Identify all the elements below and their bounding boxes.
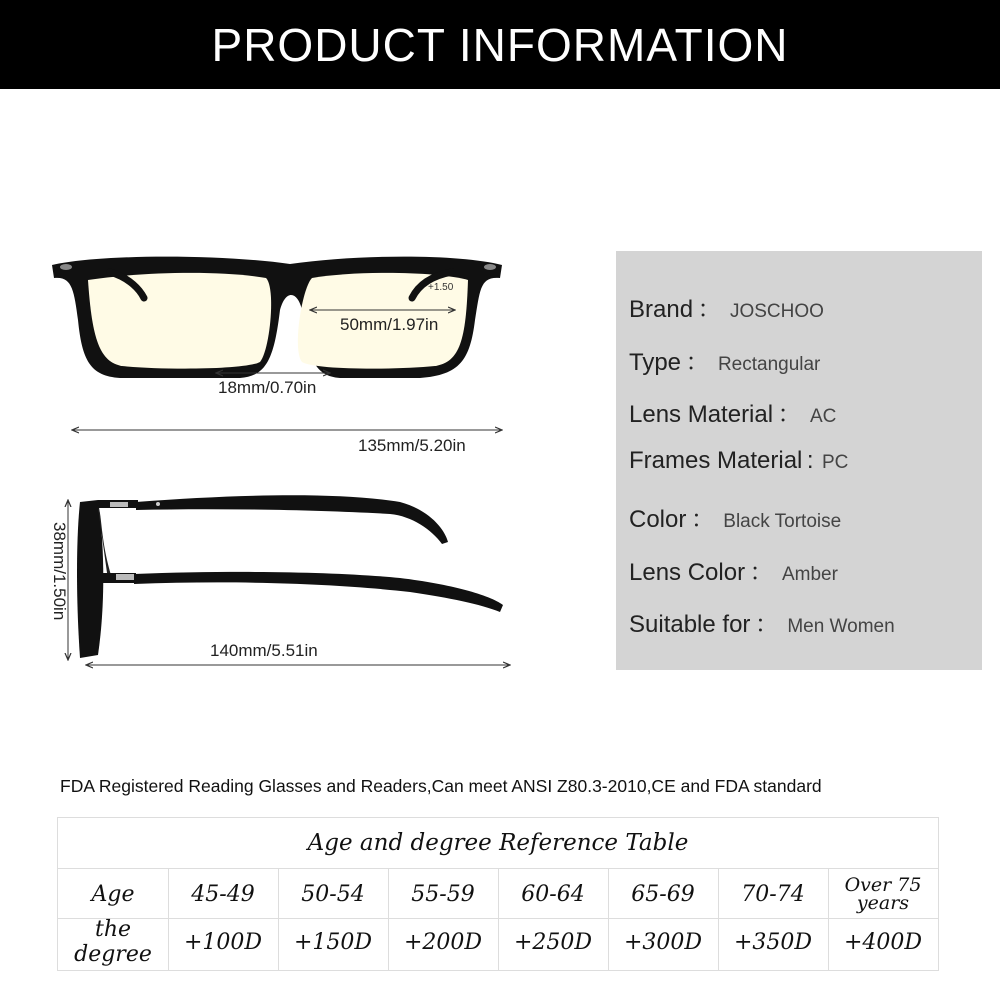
spec-separator: :	[806, 447, 814, 474]
spec-lens-material	[629, 394, 836, 429]
temple-length-label: 140mm/5.51in	[210, 641, 318, 660]
spec-separator: ：	[690, 506, 715, 533]
lens-width-label: 50mm/1.97in	[340, 315, 439, 334]
spec-separator: ：	[697, 296, 722, 323]
spec-label: Brand	[629, 296, 694, 323]
lens-mark-label: +1.50	[428, 282, 454, 293]
age-cell: 60-64	[521, 881, 585, 907]
degree-cell: +350D	[733, 929, 813, 955]
spec-separator: ：	[685, 349, 710, 376]
age-cell: 50-54	[301, 881, 365, 907]
spec-label: Type	[629, 349, 682, 376]
spec-value: PC	[821, 452, 849, 473]
spec-type	[629, 342, 820, 377]
glasses-front-view	[40, 240, 520, 460]
spec-value: JOSCHOO	[729, 301, 824, 322]
spec-panel	[616, 251, 982, 670]
age-cell: 65-69	[631, 881, 695, 907]
degree-cell: +200D	[403, 929, 483, 955]
spec-frames-material	[629, 447, 848, 475]
spec-value: Amber	[781, 564, 838, 585]
degree-header: the degree	[74, 917, 152, 967]
degree-cell: +100D	[183, 929, 263, 955]
degree-cell: +300D	[623, 929, 703, 955]
lens-height-label: 38mm/1.50in	[50, 522, 69, 621]
reference-table-title: Age and degree Reference Table	[307, 830, 689, 856]
spec-label: Lens Material	[629, 401, 774, 428]
spec-brand	[629, 289, 824, 324]
header-bar	[0, 0, 1000, 89]
degree-cell: +150D	[293, 929, 373, 955]
age-cell: 70-74	[741, 881, 805, 907]
spec-lens-color	[629, 552, 838, 587]
age-cell: 45-49	[191, 881, 255, 907]
spec-suitable-for	[629, 604, 895, 639]
bridge-label: 18mm/0.70in	[218, 378, 317, 397]
spec-label: Color	[629, 506, 687, 533]
degree-cell: +400D	[843, 929, 923, 955]
age-cell: 55-59	[411, 881, 475, 907]
glasses-side-view	[40, 480, 530, 680]
spec-label: Lens Color	[629, 559, 746, 586]
spec-separator: ：	[754, 611, 779, 638]
page-title: PRODUCT INFORMATION	[211, 18, 789, 71]
reference-table	[57, 817, 939, 971]
spec-value: AC	[809, 406, 837, 427]
spec-separator: ：	[777, 401, 802, 428]
fda-note: FDA Registered Reading Glasses and Readers,Can meet ANSI Z80.3-2010,CE and FDA standard	[60, 776, 822, 796]
age-header: Age	[91, 881, 135, 907]
degree-cell: +250D	[513, 929, 593, 955]
spec-value: Men Women	[787, 616, 895, 637]
frame-side	[77, 495, 503, 658]
spec-label: Frames Material	[629, 447, 803, 474]
spec-value: Rectangular	[717, 354, 821, 375]
spec-value: Black Tortoise	[723, 511, 842, 532]
spec-label: Suitable for	[629, 611, 751, 638]
left-lens	[88, 273, 271, 369]
spec-separator: ：	[749, 559, 774, 586]
age-cell: Over 75 years	[844, 874, 922, 914]
frame-width-label: 135mm/5.20in	[358, 436, 466, 455]
spec-color	[629, 499, 841, 534]
